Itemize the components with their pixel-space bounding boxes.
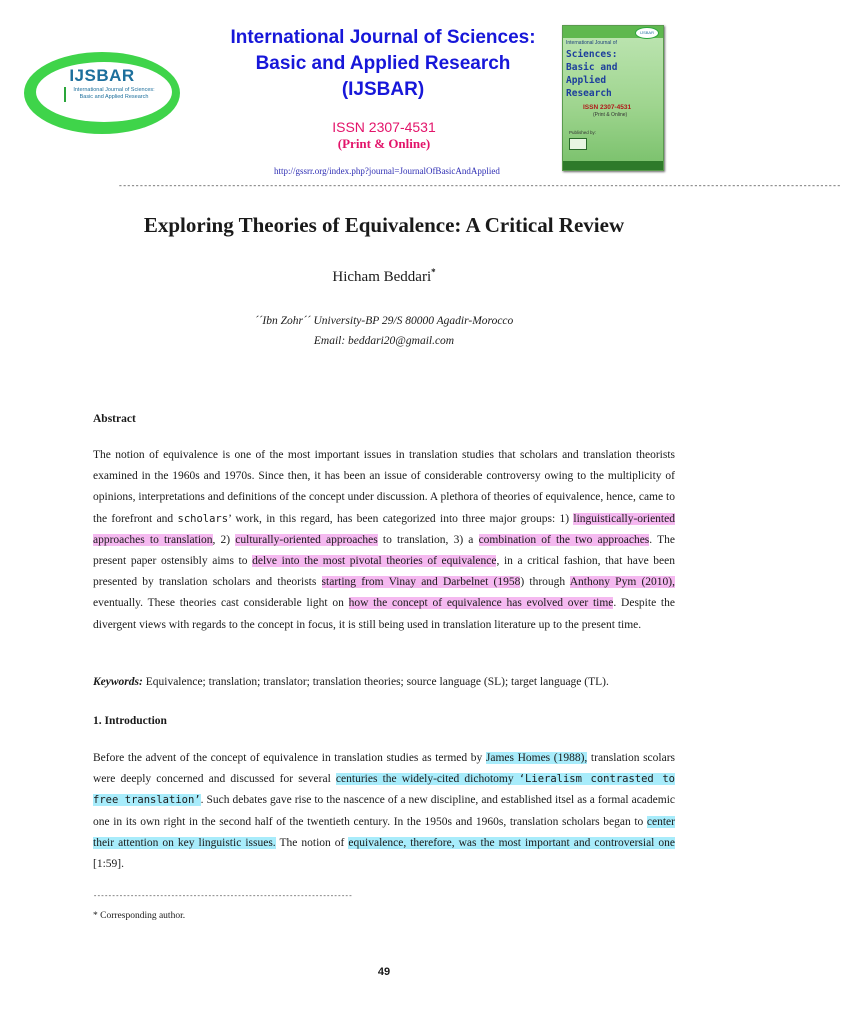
author-name: Hicham Beddari [332, 269, 432, 285]
abstract-paragraph [93, 445, 675, 636]
print-online-label: (Print & Online) [337, 136, 431, 151]
intro-text: Before the advent of the concept of equivalence in translation studies as termed by [93, 752, 486, 764]
highlight[interactable]: equivalence, therefore, was the most important and controversial one [348, 836, 675, 849]
abstract-text: . The present paper ostensibly aims to [93, 533, 675, 568]
abstract-text: ’ work, in this regard, has been categorized into three major groups: 1) [228, 512, 574, 525]
author-email: Email: beddari20@gmail.com [313, 335, 455, 347]
cover-heading-line-1: Sciences: [566, 49, 618, 60]
page-number: 49 [377, 966, 391, 978]
cover-footer-band [563, 161, 663, 170]
abstract-text: , 2) [212, 533, 236, 546]
abstract-text: , in a critical fashion, that have been presented by translation scholars and theorists [93, 555, 675, 589]
introduction-heading: 1. Introduction [93, 715, 167, 727]
keywords-label: Keywords: [93, 676, 143, 688]
introduction-paragraph [93, 748, 675, 875]
highlight[interactable]: culturally-oriented approaches [235, 533, 378, 546]
abstract-text: ) through [520, 576, 570, 589]
intro-text: The notion of [275, 836, 349, 849]
keywords-line [93, 676, 693, 688]
footnote-text: * Corresponding author. [93, 911, 186, 921]
highlight[interactable]: James Homes (1988), [485, 752, 588, 764]
logo-subtitle: International Journal of Sciences: Basic and Applied Research [73, 87, 155, 100]
author-affiliation: ´´Ibn Zohr´´ University-BP 29/S 80000 Agadir-Morocco [254, 315, 514, 327]
abstract-heading: Abstract [93, 413, 136, 425]
highlight[interactable]: center their attention on key linguistic issues. [93, 815, 675, 849]
journal-title-line-1: International Journal of Sciences: [230, 27, 536, 48]
cover-publisher-logo [569, 138, 587, 150]
cover-heading [566, 48, 660, 100]
journal-logo [24, 52, 180, 134]
highlight[interactable]: linguistically-oriented approaches to translation [93, 512, 675, 546]
cover-badge: IJSBAR [635, 27, 659, 39]
journal-title-line-3: (IJSBAR) [341, 79, 425, 100]
highlight[interactable]: how the concept of equivalence has evolved over time [348, 597, 614, 610]
abstract-text: eventually. These theories cast considerable light on [93, 597, 349, 610]
cover-heading-line-2: Basic and Applied [566, 62, 618, 86]
highlight[interactable]: Anthony Pym (2010), [569, 576, 676, 589]
logo-name: IJSBAR [69, 66, 135, 85]
cover-heading-line-3: Research [566, 88, 612, 99]
intro-text: translation scolars were deeply concerned and discussed for several [93, 752, 676, 786]
footnote-rule: ---------------------------------------------------------------------- [93, 893, 353, 901]
journal-issn: ISSN 2307-4531 [332, 119, 436, 135]
intro-text: [1:59]. [93, 858, 124, 871]
cover-issn: ISSN 2307-4531 [583, 104, 632, 111]
journal-cover-thumbnail [562, 25, 664, 171]
abstract-text: The notion of equivalence is one of the most important issues in translation studies that scholars and translation theorists examined in the 1960s and 1970s. Since then, it has been an issue of considerable controversy owing to the multiplicity of opinions, interpretations and definitions of the concept under discussion. A plethora of theories of equivalence, hence, came to the forefront and [93, 449, 675, 525]
author-footnote-mark: * [431, 267, 436, 277]
abstract-text: scholars [177, 512, 229, 525]
highlight[interactable]: starting from Vinay and Darbelnet (1958 [321, 576, 521, 589]
header-separator: ---------------------------------------------------------------------------------------------------------------------------------------------------------------------------- [118, 182, 841, 191]
cover-published-by: Published by: [569, 130, 597, 135]
cover-print: (Print & Online) [593, 112, 628, 118]
cover-top-text: International Journal of [566, 40, 617, 46]
paper-title: Exploring Theories of Equivalence: A Critical Review [143, 213, 625, 237]
highlight[interactable]: delve into the most pivotal theories of equivalence [252, 555, 497, 568]
highlight[interactable]: centuries the widely-cited dichotomy [335, 773, 519, 786]
highlight[interactable]: combination of the two approaches [478, 533, 650, 546]
intro-text: . Such debates gave rise to the nascence of a new discipline, and established itsel as a formal academic one in its own right in the second half of the twentieth century. In the 1950s and 1960s, translation scholars began to [93, 794, 675, 828]
abstract-text: . Despite the divergent views with regards to the concept in focus, it is still being used in translation literature up to the present time. [93, 597, 675, 631]
author-line [0, 267, 768, 286]
abstract-text: to translation, 3) a [377, 533, 479, 546]
journal-url-link[interactable]: http://gssrr.org/index.php?journal=JournalOfBasicAndApplied [274, 166, 500, 176]
keywords-text: Equivalence; translation; translator; translation theories; source language (SL); target language (TL). [142, 676, 609, 688]
highlight[interactable]: ‘Lieralism contrasted to free translation’ [93, 773, 675, 807]
journal-title [200, 25, 566, 103]
journal-title-line-2: Basic and Applied Research [255, 53, 511, 74]
